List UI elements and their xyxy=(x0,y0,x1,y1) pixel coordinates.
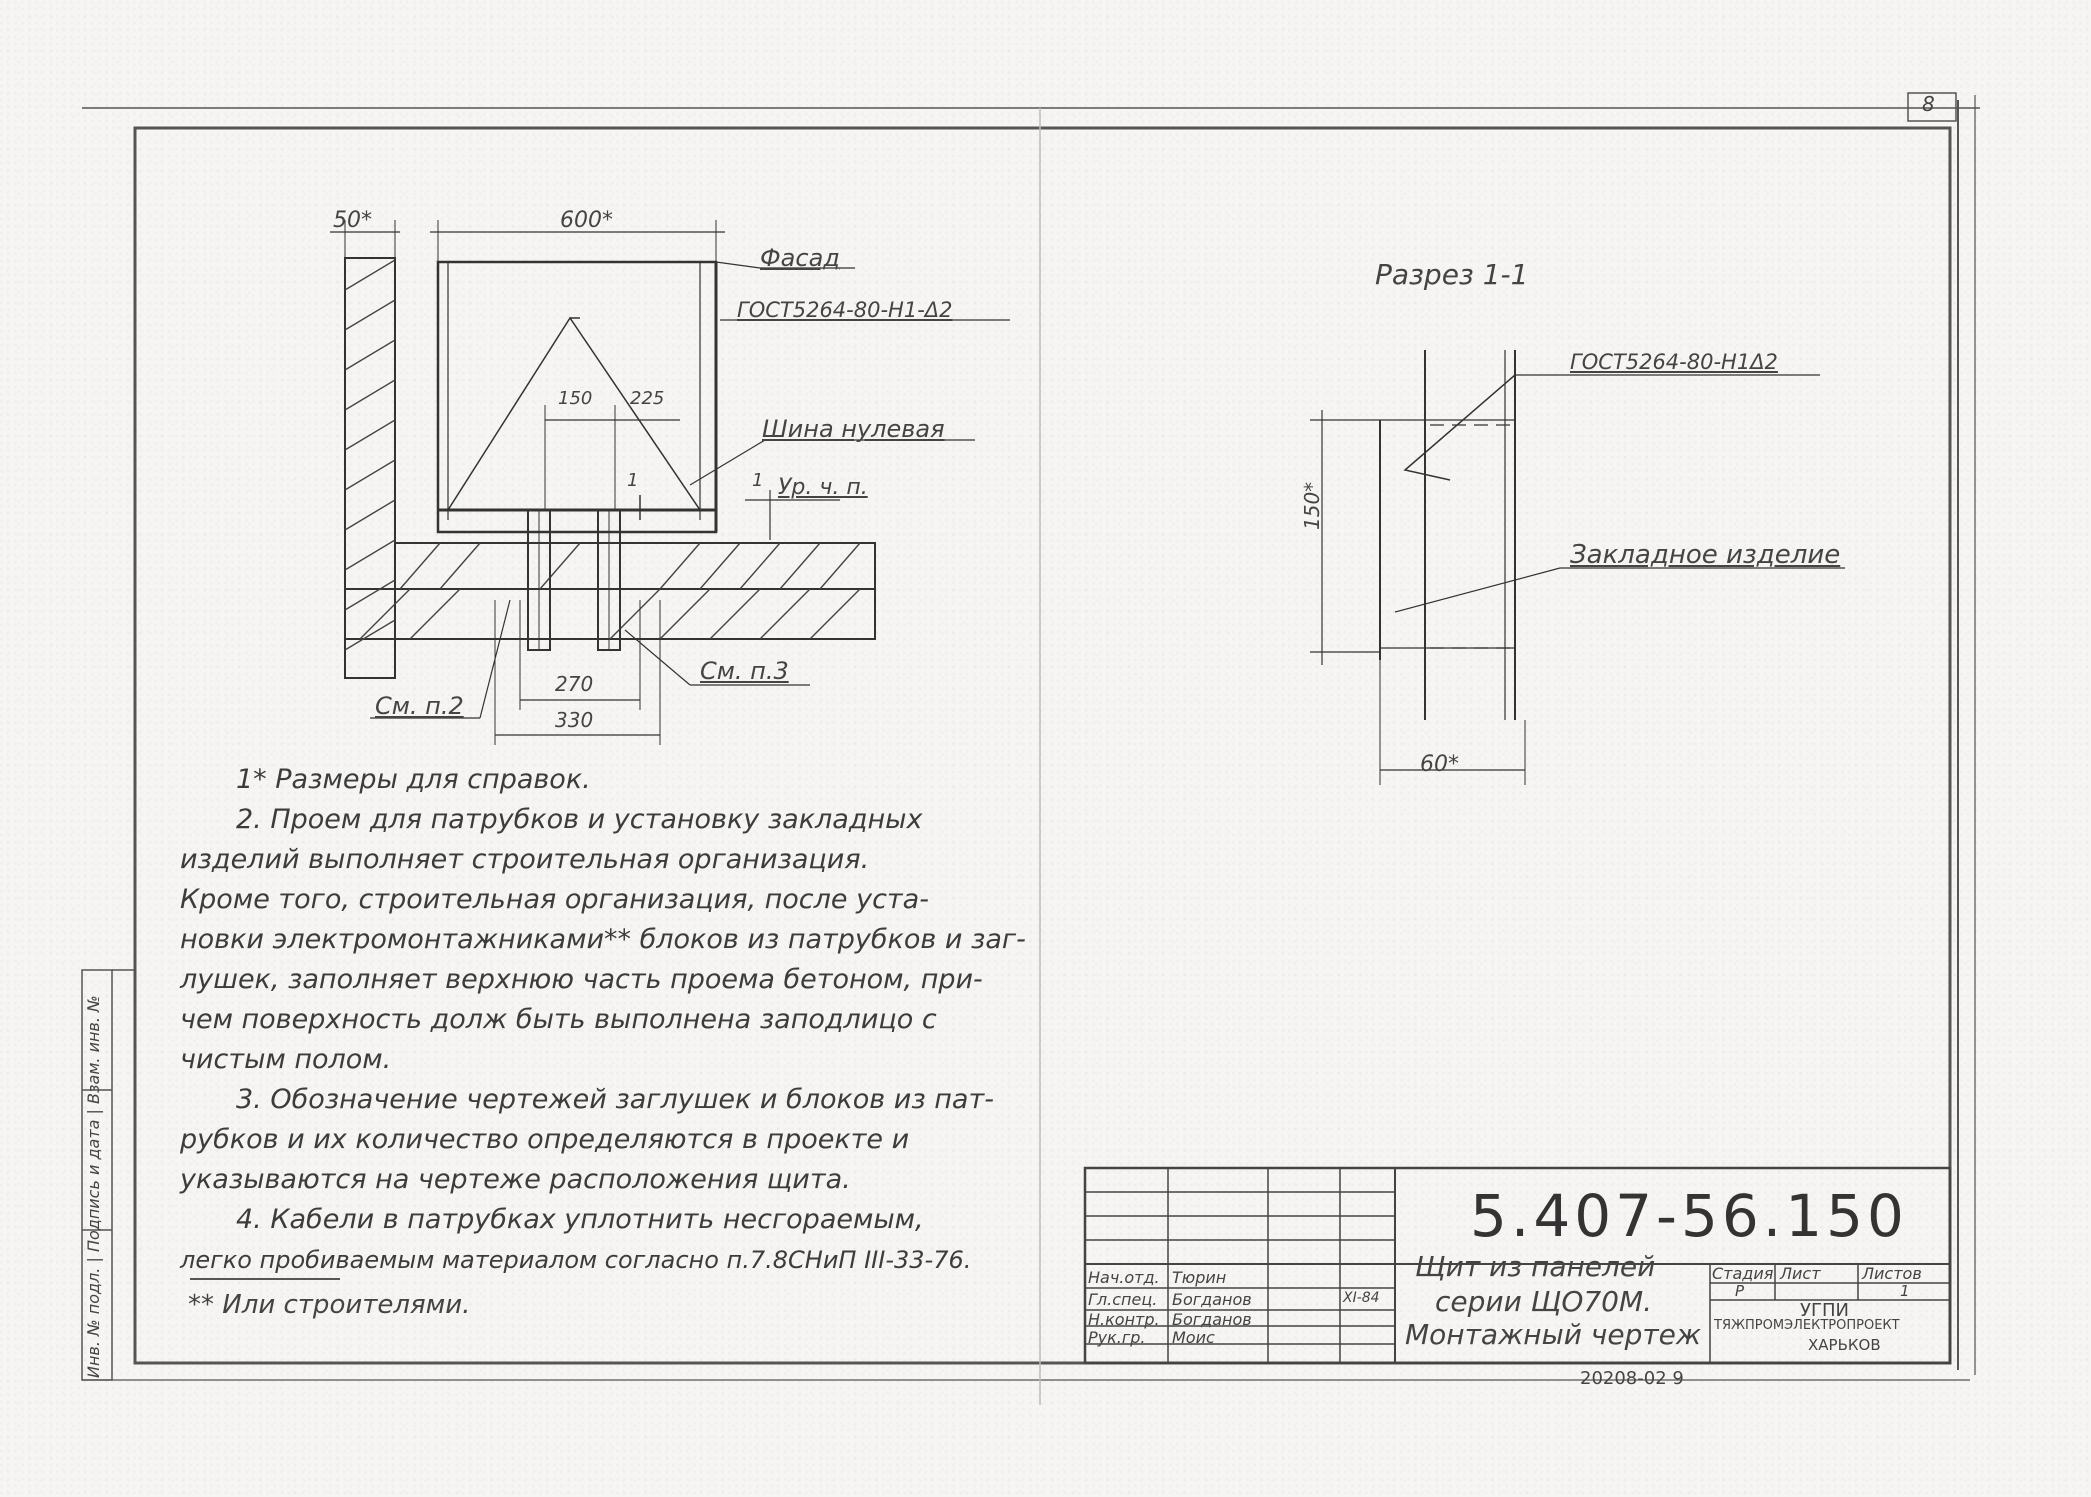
org-line-1: УГПИ xyxy=(1800,1300,1849,1321)
row-name-1: Богданов xyxy=(1172,1290,1252,1309)
note-2-line-7: чистым полом. xyxy=(180,1044,392,1075)
footnote-rule xyxy=(190,1278,340,1280)
title-line-1: Щит из панелей xyxy=(1415,1250,1656,1283)
note-3-line-2: рубков и их количество определяются в проекте и xyxy=(180,1124,910,1155)
row-role-2: Н.контр. xyxy=(1088,1310,1160,1329)
sheets-label: Листов xyxy=(1862,1264,1922,1283)
archive-number: 20208-02 9 xyxy=(1580,1368,1684,1389)
label-facade: Фасад xyxy=(760,244,840,272)
row-name-3: Моис xyxy=(1172,1328,1215,1347)
note-3-line-1: 3. Обозначение чертежей заглушек и блоков из пат- xyxy=(236,1084,994,1115)
sheet-label: Лист xyxy=(1780,1264,1821,1283)
row-role-3: Рук.гр. xyxy=(1088,1328,1146,1347)
org-line-2: ТЯЖПРОМЭЛЕКТРОПРОЕКТ xyxy=(1714,1318,1900,1333)
note-4-line-2: легко пробиваемым материалом согласно п.7.8СНиП III-33-76. xyxy=(180,1246,972,1274)
org-line-3: ХАРЬКОВ xyxy=(1808,1336,1881,1354)
note-3-line-3: указываются на чертеже расположения щита. xyxy=(180,1164,851,1195)
dim-600: 600* xyxy=(560,208,613,233)
dim-150-star: 150* xyxy=(1300,481,1324,530)
row-name-2: Богданов xyxy=(1172,1310,1252,1329)
general-notes xyxy=(180,760,1100,1280)
label-gost-right: ГОСТ5264-80-Н1Δ2 xyxy=(1570,350,1778,374)
row-date-1: XI-84 xyxy=(1343,1290,1380,1306)
note-2-line-4: новки электромонтажниками** блоков из патрубков и заг- xyxy=(180,924,1026,955)
title-line-3: Монтажный чертеж xyxy=(1405,1318,1702,1351)
side-stamp: Инв. № подл. | Подпись и дата | Взам. инв. № xyxy=(84,995,103,1378)
label-zero-bus: Шина нулевая xyxy=(762,415,945,443)
dim-60-star: 60* xyxy=(1420,752,1459,777)
label-see-note-3: См. п.3 xyxy=(700,657,789,685)
dim-330: 330 xyxy=(555,708,594,732)
section-mark-1: 1 xyxy=(627,470,639,491)
dim-270: 270 xyxy=(555,672,594,696)
note-2-line-6: чем поверхность долж быть выполнена заподлицо с xyxy=(180,1004,937,1035)
stage-label: Стадия xyxy=(1712,1264,1774,1283)
stage-value: Р xyxy=(1735,1282,1745,1300)
footnote: ** Или строителями. xyxy=(188,1290,471,1320)
note-2-line-5: лушек, заполняет верхнюю часть проема бетоном, при- xyxy=(180,964,983,995)
note-4-line-1: 4. Кабели в патрубках уплотнить несгораемым, xyxy=(236,1204,924,1235)
row-role-0: Нач.отд. xyxy=(1088,1268,1160,1287)
section-title: Разрез 1-1 xyxy=(1375,258,1529,291)
row-role-1: Гл.спец. xyxy=(1088,1290,1158,1309)
label-gost-left: ГОСТ5264-80-Н1-Δ2 xyxy=(737,298,953,322)
label-embedded-part: Закладное изделие xyxy=(1570,540,1841,570)
label-floor-level: Ур. ч. п. xyxy=(778,475,868,500)
page-number: 8 xyxy=(1922,92,1935,116)
note-2-line-3: Кроме того, строительная организация, после уста- xyxy=(180,884,929,915)
dim-50: 50* xyxy=(333,208,372,233)
note-2-line-2: изделий выполняет строительная организация. xyxy=(180,844,870,875)
title-line-2: серии ЩО70М. xyxy=(1435,1285,1653,1318)
dim-150: 150 xyxy=(558,388,593,409)
label-see-note-2: См. п.2 xyxy=(375,692,464,720)
document-code: 5.407-56.150 xyxy=(1470,1182,1908,1250)
row-name-0: Тюрин xyxy=(1172,1268,1227,1287)
dim-225: 225 xyxy=(630,388,665,409)
note-1: 1* Размеры для справок. xyxy=(236,764,591,795)
sheets-value: 1 xyxy=(1900,1282,1910,1300)
note-2-line-1: 2. Проем для патрубков и установку закладных xyxy=(236,804,923,835)
section-mark-1b: 1 xyxy=(752,470,764,491)
